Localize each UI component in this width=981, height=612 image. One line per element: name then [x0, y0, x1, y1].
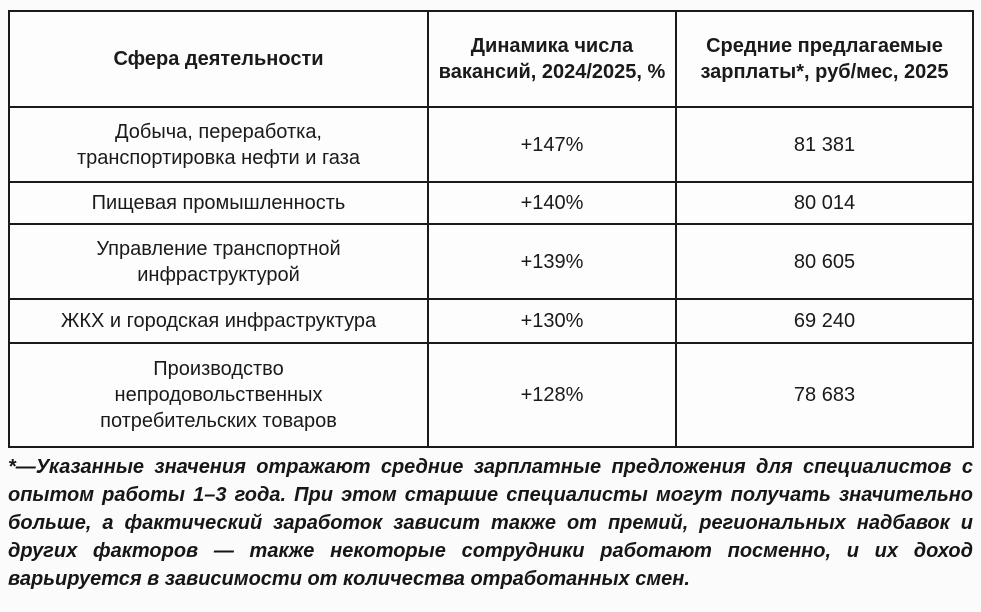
- cell-avg-salary: 81 381: [676, 107, 973, 182]
- header-label-sphere: Сфера деятельности: [113, 48, 324, 70]
- table-row: [9, 299, 973, 343]
- table-header-row: [9, 11, 973, 107]
- table-row: [9, 224, 973, 299]
- sphere-text: Производство непродовольственных потребительских товаров: [100, 358, 337, 432]
- header-cell-avg-salary: [676, 11, 973, 107]
- cell-sphere: [9, 182, 428, 224]
- table-row: [9, 107, 973, 182]
- salary-table: [8, 10, 974, 448]
- header-cell-vacancy-dynamics: [428, 11, 676, 107]
- sphere-text: Пищевая промышленность: [91, 192, 346, 214]
- table-row: [9, 182, 973, 224]
- cell-vacancy-dynamics: +140%: [428, 182, 676, 224]
- header-label-vacancy-dynamics: Динамика числа вакансий, 2024/2025, %: [438, 35, 666, 83]
- sphere-text: ЖКХ и городская инфраструктура: [60, 310, 377, 332]
- cell-vacancy-dynamics: +130%: [428, 299, 676, 343]
- cell-sphere: [9, 224, 428, 299]
- cell-sphere: [9, 343, 428, 447]
- header-cell-sphere: [9, 11, 428, 107]
- sphere-text: Добыча, переработка, транспортировка нефти и газа: [76, 120, 360, 169]
- cell-vacancy-dynamics: +147%: [428, 107, 676, 182]
- cell-avg-salary: 78 683: [676, 343, 973, 447]
- cell-vacancy-dynamics: +139%: [428, 224, 676, 299]
- salary-table-container: [8, 10, 973, 448]
- cell-sphere: [9, 107, 428, 182]
- cell-avg-salary: 80 014: [676, 182, 973, 224]
- header-label-avg-salary: Средние предлагаемые зарплаты*, руб/мес, 2025: [700, 35, 949, 83]
- cell-avg-salary: 80 605: [676, 224, 973, 299]
- cell-vacancy-dynamics: +128%: [428, 343, 676, 447]
- table-row: [9, 343, 973, 447]
- salary-footnote: *—Указанные значения отражают средние зарплатные предложения для специалистов с опытом работы 1–3 года. При этом старшие специалисты могут получать значительно больше, а фактический заработок зависит также от премий, региональных надбавок и других факторов — также некоторые сотрудники работают посменно, и их доход варьируется в зависимости от количества отработанных смен.: [8, 456, 973, 590]
- cell-sphere: [9, 299, 428, 343]
- sphere-text: Управление транспортной инфраструктурой: [96, 237, 341, 286]
- cell-avg-salary: 69 240: [676, 299, 973, 343]
